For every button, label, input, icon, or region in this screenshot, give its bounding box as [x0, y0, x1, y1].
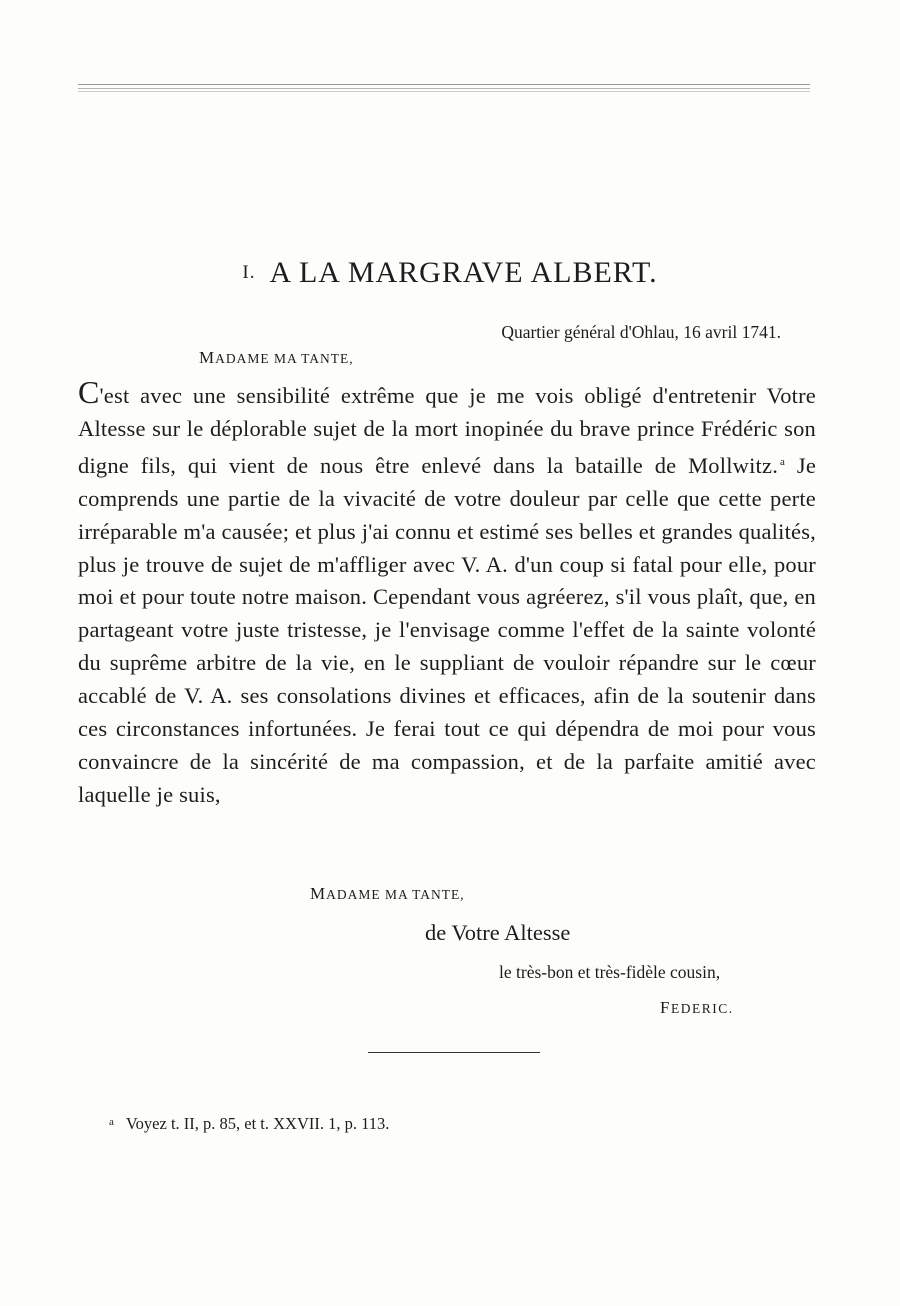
footnote-reference: a — [780, 455, 786, 468]
drop-cap: C — [78, 374, 100, 410]
top-rule — [78, 88, 810, 89]
footnote-divider — [368, 1052, 540, 1053]
footnote-text: Voyez t. II, p. 85, et t. XXVII. 1, p. 113. — [125, 1114, 390, 1133]
closing-salutation-initial: M — [310, 884, 327, 903]
closing-line-1: de Votre Altesse — [425, 920, 571, 945]
letter-text-part1: 'est avec une sensibilité extrême que je me vois obligé d'entretenir Votre Altesse sur le déplorable sujet de la mort inopinée du brave prince Frédéric son digne fils, qui vient de nous être enlevé dans la bataille de Mollwitz. — [78, 383, 816, 478]
footnote — [109, 1114, 389, 1134]
closing-salutation-rest: ADAME MA TANTE, — [326, 887, 465, 902]
signature — [660, 998, 734, 1018]
salutation — [199, 348, 354, 368]
letter-body — [78, 374, 817, 812]
closing-line-2: le très-bon et très-fidèle cousin, — [499, 962, 721, 982]
signature-initial: F — [660, 998, 671, 1017]
closing-salutation — [310, 884, 465, 904]
footnote-mark: a — [109, 1116, 114, 1128]
letter-title: A LA MARGRAVE ALBERT. — [269, 256, 658, 289]
signature-rest: EDERIC. — [670, 1001, 734, 1016]
top-rule — [78, 84, 810, 85]
letter-number: I. — [242, 262, 256, 283]
top-rule — [78, 91, 810, 92]
salutation-rest: ADAME MA TANTE, — [215, 351, 354, 366]
salutation-initial: M — [199, 348, 216, 367]
letter-text-part2: Je comprends une partie de la vivacité de votre douleur par celle que cette perte irréparable m'a causée; et plus j'ai connu et estimé ses belles et grandes qualités, plus je trouve de sujet de m'affliger avec V. A. d'un coup si fatal pour elle, pour moi et pour toute notre maison. Cependant vous agréerez, s'il vous plaît, que, en partageant votre juste tristesse, je l'envisage comme l'effet de la sainte volonté du suprême arbitre de la vie, en le suppliant de vouloir répandre sur le cœur accablé de V. A. ses consolations divines et efficaces, afin de la soutenir dans ces circonstances infortunées. Je ferai tout ce qui dépendra de moi pour vous convaincre de la sincérité de ma compassion, et de la parfaite amitié avec laquelle je suis, — [78, 452, 817, 807]
letter-heading — [0, 256, 900, 290]
place-date: Quartier général d'Ohlau, 16 avril 1741. — [501, 322, 781, 342]
